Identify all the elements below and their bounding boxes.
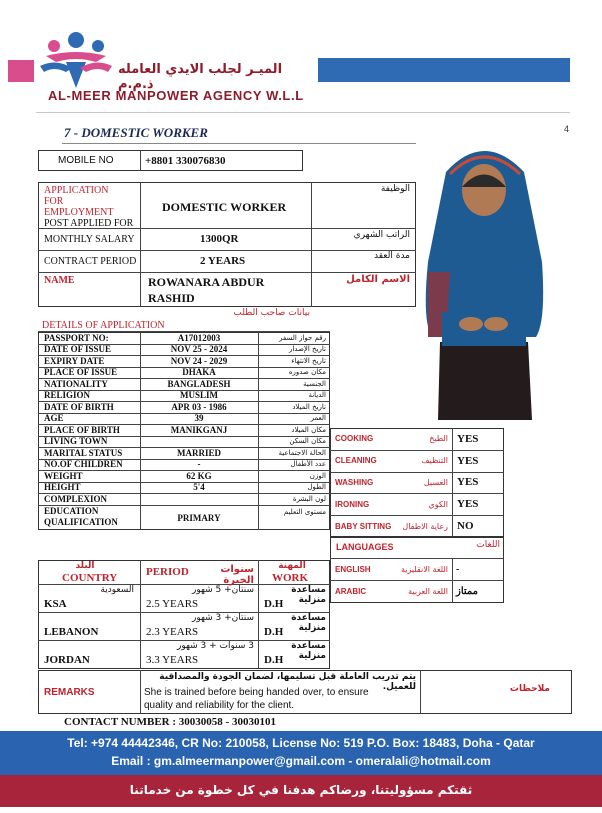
detail-label: DATE OF BIRTH (44, 401, 114, 412)
detail-value: APR 03 - 1986 (171, 401, 227, 412)
detail-ar: عدد الأطفال (290, 460, 326, 469)
exp-period: 2.5 YEARS (146, 598, 199, 610)
skill-label: IRONING (335, 499, 370, 509)
details-header-ar: بيانات صاحب الطلب (233, 308, 310, 318)
exp-period: 3.3 YEARS (146, 654, 199, 666)
contract-ar: مدة العقد (374, 251, 410, 261)
skill-ar: التنظيف (421, 456, 448, 466)
page-title: 7 - DOMESTIC WORKER (64, 125, 208, 140)
detail-value: 5'4 (193, 482, 205, 493)
languages-header: LANGUAGES (336, 542, 394, 552)
detail-label: NO.OF CHILDREN (44, 459, 123, 470)
detail-label: RELIGION (44, 390, 91, 401)
exp-work-ar: المهنة (278, 561, 306, 571)
detail-value: MANIKGANJ (170, 424, 228, 435)
detail-value (140, 493, 258, 505)
detail-ar: العمر (310, 414, 326, 423)
name-line-2: RASHID (148, 291, 195, 305)
exp-col-divider-2 (258, 560, 259, 669)
mobile-divider (140, 150, 141, 171)
exp-period-header: PERIOD (146, 566, 189, 578)
company-name-en: AL-MEER MANPOWER AGENCY W.L.L (48, 88, 304, 103)
app-col-divider-2 (311, 182, 312, 307)
application-label (44, 185, 133, 229)
exp-country-ar-value: السعودية (100, 585, 134, 595)
logo-pink-block (8, 60, 34, 82)
footer-slogan: ثقتكم مسؤوليتنا، ورضاكم هدفنا في كل خطوة من خدماتنا (129, 783, 473, 797)
detail-value: - (197, 459, 201, 470)
skill-value: YES (457, 454, 479, 467)
exp-work-ar-value: مساعدة منزلية (291, 613, 326, 633)
remarks-divider-1 (140, 670, 141, 714)
language-ar: اللغة العربية (408, 586, 448, 596)
detail-ar: الطول (307, 483, 326, 492)
exp-col-divider-1 (140, 560, 141, 669)
detail-label: LIVING TOWN (44, 436, 108, 447)
detail-ar: مكان صدوره (288, 368, 326, 377)
detail-label: DATE OF ISSUE (44, 344, 112, 355)
language-value: - (456, 563, 460, 575)
name-line-1: ROWANARA ABDUR (148, 275, 265, 289)
detail-label: COMPLEXION (44, 493, 107, 504)
header-divider (36, 112, 570, 113)
education-label-2: QUALIFICATION (44, 516, 118, 527)
salary-value: 1300QR (200, 233, 239, 245)
remarks-text-en-1: She is trained before being handed over, to ensure (144, 687, 369, 698)
detail-value: MARRIED (177, 447, 221, 458)
detail-label: EXPIRY DATE (44, 355, 105, 366)
name-value (148, 274, 264, 306)
detail-ar: مكان الميلاد (291, 425, 326, 434)
application-label-4: POST APPLIED FOR (44, 218, 134, 229)
exp-work-ar-value: مساعدة منزلية (291, 641, 326, 661)
app-col-divider-1 (140, 182, 141, 307)
detail-label: NATIONALITY (44, 378, 108, 389)
education-ar: مستوى التعليم (283, 507, 326, 516)
exp-work-ar-value: مساعدة منزلية (291, 585, 326, 605)
app-row-line-3 (38, 272, 416, 273)
remarks-label: REMARKS (44, 687, 95, 698)
detail-value: NOV 25 - 2024 (170, 344, 228, 355)
application-label-2: FOR (44, 196, 64, 207)
exp-country: JORDAN (44, 654, 90, 666)
detail-ar: تاريخ الميلاد (292, 402, 326, 411)
skill-value: YES (457, 498, 479, 511)
exp-country-ar: البلد (75, 561, 95, 571)
detail-value: BANGLADESH (167, 378, 231, 389)
applicant-photo (416, 132, 553, 420)
detail-value: NOV 24 - 2029 (170, 355, 228, 366)
skill-ar: رعاية الاطفال (402, 521, 448, 531)
detail-ar: الحالة الاجتماعية (278, 448, 326, 457)
languages-header-ar: اللغات (476, 540, 500, 550)
detail-value: A17012003 (177, 332, 221, 343)
skill-value: YES (457, 476, 479, 489)
detail-ar: لون البشرة (292, 494, 326, 503)
detail-ar: الديانة (308, 391, 326, 400)
exp-work: D.H (264, 654, 284, 666)
footer-line-1: Tel: +974 44442346, CR No: 210058, License No: 519 P.O. Box: 18483, Doha - Qatar (67, 736, 535, 750)
detail-value: 39 (194, 413, 204, 424)
application-label-1: APPLICATION (44, 185, 109, 196)
application-value: DOMESTIC WORKER (162, 200, 287, 214)
salary-label: MONTHLY SALARY (44, 233, 135, 245)
name-label: NAME (44, 275, 75, 286)
detail-ar: مكان السكن (289, 437, 326, 446)
education-value: PRIMARY (177, 512, 221, 523)
exp-period-ar-value: سنتان+ 3 شهور (191, 613, 254, 623)
skill-label: CLEANING (335, 456, 377, 466)
exp-country: KSA (44, 598, 67, 610)
detail-value (140, 436, 258, 448)
detail-value: 62 KG (186, 470, 212, 481)
application-label-3: EMPLOYMENT (44, 207, 114, 218)
detail-label: AGE (44, 413, 64, 424)
language-value: ممتاز (456, 585, 479, 597)
detail-ar: رقم جواز السفر (279, 333, 326, 342)
education-label-1: EDUCATION (44, 505, 99, 516)
remarks-text-en (144, 686, 418, 712)
exp-country: LEBANON (44, 626, 99, 638)
detail-label: PASSPORT NO: (44, 332, 109, 343)
detail-label: MARITAL STATUS (44, 447, 123, 458)
footer-line-2: Email : gm.almeermanpower@gmail.com - omeralali@hotmail.com (111, 754, 491, 768)
details-header: DETAILS OF APPLICATION (42, 320, 165, 331)
detail-label: PLACE OF BIRTH (44, 424, 120, 435)
detail-ar: تاريخ الإصدار (288, 345, 326, 354)
exp-period: 2.3 YEARS (146, 626, 199, 638)
education-label (44, 506, 118, 528)
exp-work-header: WORK (272, 572, 309, 584)
exp-work: D.H (264, 626, 284, 638)
contract-value: 2 YEARS (200, 255, 246, 267)
skill-label: BABY SITTING (335, 521, 392, 531)
detail-label: PLACE OF ISSUE (44, 367, 118, 378)
skill-ar: الغسيل (423, 477, 448, 487)
exp-period-ar: سنوات الخبرة (220, 564, 254, 586)
skill-value: YES (457, 432, 479, 445)
details-col-divider-2 (258, 332, 259, 530)
remarks-text-ar: يتم تدريب العاملة قبل تسليمها، لضمان الجودة والمصداقية للعميل. (159, 672, 416, 692)
detail-label: HEIGHT (44, 482, 81, 493)
detail-value: MUSLIM (180, 390, 218, 401)
skill-label: COOKING (335, 434, 374, 444)
remarks-divider-2 (420, 670, 421, 714)
detail-ar: الوزن (309, 471, 326, 480)
company-name-ar: الميـر لجلب الايدي العامله ذ.م.م (118, 62, 283, 92)
company-logo (36, 28, 116, 90)
application-ar: الوظيفة (380, 184, 410, 194)
detail-value: DHAKA (182, 367, 216, 378)
exp-country-header: COUNTRY (62, 572, 118, 584)
header-blue-bar (318, 58, 570, 82)
page-mark: 4 (564, 124, 570, 134)
remarks-ar-label: ملاحظات (509, 684, 550, 694)
exp-period-ar-value: سنتان+ 5 شهور (191, 585, 254, 595)
contact-number: CONTACT NUMBER : 30030058 - 30030101 (64, 716, 276, 728)
mobile-value: +8801 330076830 (145, 154, 226, 167)
language-label: ARABIC (335, 586, 367, 596)
language-label: ENGLISH (335, 564, 371, 574)
language-ar: اللغة الانقليزية (400, 564, 448, 574)
skill-ar: الطبخ (429, 434, 448, 444)
exp-work: D.H (264, 598, 284, 610)
detail-ar: الجنسية (303, 379, 326, 388)
skill-ar: الكوي (428, 499, 448, 509)
detail-label: WEIGHT (44, 470, 83, 481)
exp-period-ar-value: 3 سنوات + 3 شهور (176, 641, 254, 651)
mobile-label: MOBILE NO (58, 155, 114, 166)
skills-col-divider (452, 428, 453, 537)
skill-label: WASHING (335, 477, 374, 487)
contract-label: CONTRACT PERIOD (44, 255, 137, 267)
detail-ar: تاريخ الانتهاء (291, 356, 326, 365)
remarks-text-en-2: quality and reliability for the client. (144, 700, 295, 711)
salary-ar: الراتب الشهري (353, 230, 410, 240)
name-ar: الاسم الكامل (346, 274, 410, 285)
skill-value: NO (457, 520, 474, 533)
